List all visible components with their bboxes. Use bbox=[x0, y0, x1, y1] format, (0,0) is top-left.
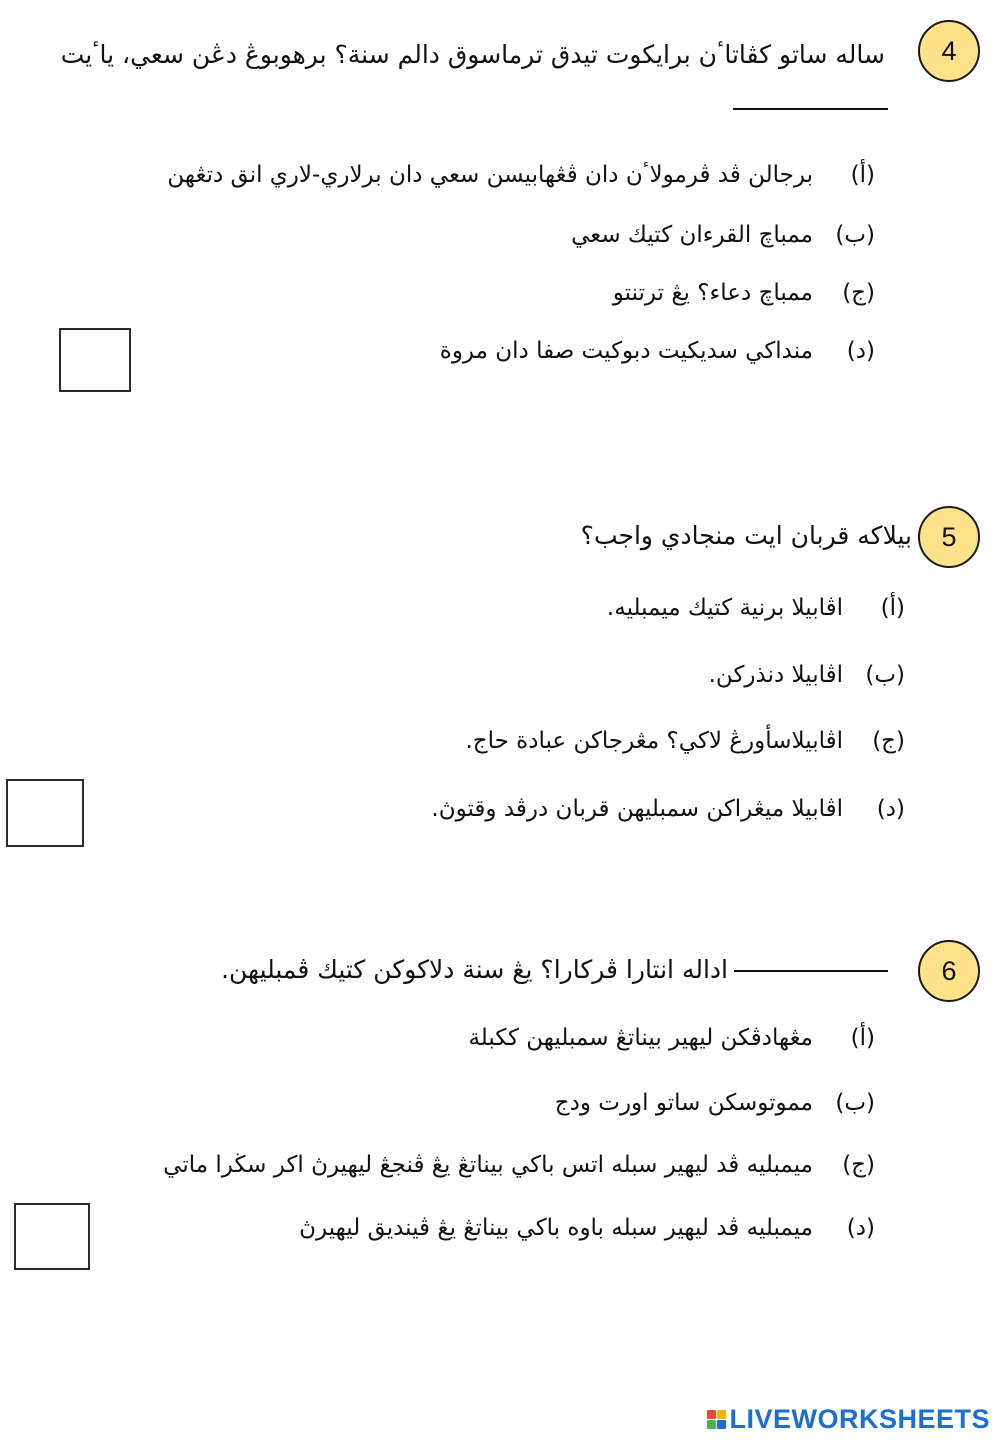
answer-input-box[interactable] bbox=[59, 328, 131, 392]
logo-square bbox=[707, 1420, 716, 1429]
logo-square bbox=[717, 1420, 726, 1429]
answer-blank-line bbox=[733, 108, 888, 110]
option-label: (ب) bbox=[865, 662, 905, 688]
option-text: منداكي سديكيت دبوكيت صفا دان مروة bbox=[439, 338, 813, 364]
option-text: ميمبليه ڤد ليهير سبله باوه باكي بيناتڠ يڠ ڤينديق ليهيرڽ bbox=[299, 1215, 813, 1241]
option-a bbox=[607, 595, 905, 621]
option-label: (ب) bbox=[835, 1090, 875, 1116]
option-a bbox=[468, 1025, 875, 1051]
option-label: (ب) bbox=[835, 222, 875, 248]
option-text: اڤابيلاسأورڠ لاكي؟ مڠرجاكن عبادة حاج. bbox=[465, 728, 843, 754]
question-number-badge: 4 bbox=[918, 20, 980, 82]
option-d bbox=[431, 796, 905, 822]
option-label: (د) bbox=[876, 796, 905, 822]
option-label: (أ) bbox=[850, 162, 875, 188]
option-label: (د) bbox=[846, 1215, 875, 1241]
option-c bbox=[163, 1152, 875, 1178]
question-text: بيلاكه قربان ايت منجادي واجب؟ bbox=[580, 521, 912, 550]
option-b bbox=[709, 662, 905, 688]
option-label: (د) bbox=[846, 338, 875, 364]
logo-square bbox=[707, 1410, 716, 1419]
option-b bbox=[571, 222, 875, 248]
question-text: اداله انتارا ڤركارا؟ يڠ سنة دلاكوكن كتيك ڤمبليهن. bbox=[221, 955, 728, 984]
option-text: اڤابيلا ميڠراكن سمبليهن قربان درڤد وقتوڽ. bbox=[431, 796, 843, 822]
option-label: (ج) bbox=[872, 728, 905, 754]
option-c bbox=[465, 728, 905, 754]
option-a bbox=[167, 162, 875, 188]
option-d bbox=[299, 1215, 875, 1241]
question-number-badge: 5 bbox=[918, 506, 980, 568]
option-text: ممباچ دعاء؟ يڠ ترتنتو bbox=[612, 280, 813, 306]
option-label: (ج) bbox=[842, 280, 875, 306]
option-label: (أ) bbox=[850, 1025, 875, 1051]
option-c bbox=[613, 280, 875, 306]
option-text: مڠهادڤكن ليهير بيناتڠ سمبليهن ككبلة bbox=[468, 1025, 813, 1051]
answer-input-box[interactable] bbox=[6, 779, 84, 847]
option-label: (أ) bbox=[880, 595, 905, 621]
option-text: برجالن ڤد ڤرمولاٴن دان ڤڠهابيسن سعي دان برلاري-لاري انق دتڠهن bbox=[167, 162, 813, 188]
option-label: (ج) bbox=[842, 1152, 875, 1178]
option-text: اڤابيلا دنذركن. bbox=[708, 662, 843, 688]
logo-mark-icon bbox=[707, 1410, 726, 1429]
option-text: مموتوسكن ساتو اورت ودج bbox=[554, 1090, 813, 1116]
question-text: ساله ساتو كڤاتاٴن برايكوت تيدق ترماسوق دالم سنة؟ برهوبوڠ دڠن سعي، ياٴيت bbox=[60, 40, 885, 69]
option-text: اڤابيلا برنية كتيك ميمبليه. bbox=[606, 595, 843, 621]
option-text: ممباچ القرءان كتيك سعي bbox=[571, 222, 813, 248]
answer-input-box[interactable] bbox=[14, 1203, 90, 1270]
option-text: ميمبليه ڤد ليهير سبله اتس باكي بيناتڠ يڠ ڤنجڠ ليهيرڽ اكر سڬرا ماتي bbox=[163, 1152, 813, 1178]
logo-text: LIVEWORKSHEETS bbox=[729, 1404, 990, 1434]
liveworksheets-logo bbox=[707, 1404, 990, 1435]
answer-blank-line bbox=[734, 970, 888, 972]
question-number-badge: 6 bbox=[918, 940, 980, 1002]
option-d bbox=[440, 338, 875, 364]
logo-square bbox=[717, 1410, 726, 1419]
option-b bbox=[555, 1090, 875, 1116]
